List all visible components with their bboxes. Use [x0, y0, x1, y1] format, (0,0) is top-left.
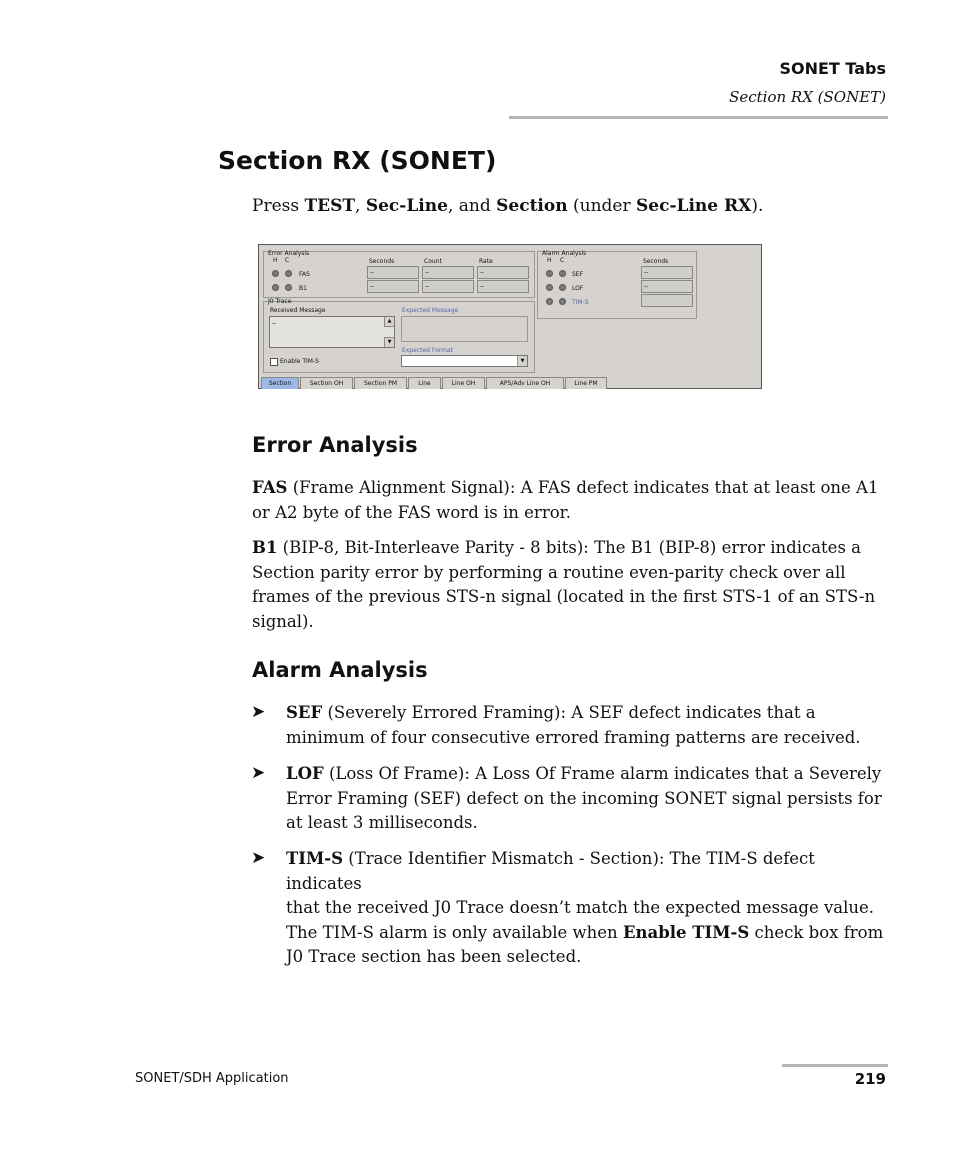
lof-current-led-icon: [559, 284, 566, 291]
col-rate-label: Rate: [479, 258, 493, 265]
chapter-title: SONET Tabs: [779, 59, 886, 78]
tim-s-bullet: TIM-S (Trace Identifier Mismatch - Section): The TIM-S defect indicates that the received J0 Trace doesn’t match the expected message value. The TIM-S alarm is only available when Enable TIM-S check box from J0 Trace section has been selected.: [286, 849, 884, 966]
j0-trace-title: J0 Trace: [268, 298, 292, 305]
fas-current-led-icon: [285, 270, 292, 277]
alarm-col-h-label: H: [547, 257, 552, 264]
expected-message-label: Expected Message: [402, 307, 459, 314]
alarm-analysis-title: Alarm Analysis: [542, 250, 587, 257]
tab-section-pm[interactable]: Section PM: [354, 377, 407, 389]
header-rule: [509, 116, 888, 119]
intro-text: Press TEST, Sec-Line, and Section (under Sec-Line RX).: [252, 196, 764, 216]
b1-history-led-icon: [272, 284, 279, 291]
tim-s-seconds-field: [641, 294, 693, 307]
scroll-up-icon[interactable]: ▲: [384, 317, 394, 327]
b1-count-field: --: [422, 280, 474, 293]
received-message-label: Received Message: [270, 307, 326, 314]
b1-rate-field: --: [477, 280, 529, 293]
col-h-label: H: [273, 257, 278, 264]
fas-count-field: --: [422, 266, 474, 279]
error-analysis-heading: Error Analysis: [252, 433, 418, 457]
lof-history-led-icon: [546, 284, 553, 291]
tab-line-oh[interactable]: Line OH: [442, 377, 485, 389]
bullet-arrow-icon: ➤: [251, 763, 266, 783]
alarm-analysis-heading: Alarm Analysis: [252, 658, 428, 682]
alarm-col-seconds-label: Seconds: [643, 258, 669, 265]
chevron-down-icon: ▼: [517, 356, 527, 366]
tab-line-pm[interactable]: Line PM: [565, 377, 607, 389]
sef-current-led-icon: [559, 270, 566, 277]
tim-s-label: TIM-S: [572, 299, 589, 306]
sef-bullet: SEF (Severely Errored Framing): A SEF defect indicates that a minimum of four consecutive errored framing patterns are received.: [286, 703, 861, 747]
lof-seconds-field: --: [641, 280, 693, 293]
fas-label: FAS: [299, 271, 310, 278]
footer-rule: [782, 1064, 888, 1067]
expected-format-select[interactable]: [401, 355, 528, 367]
b1-label: B1: [299, 285, 307, 292]
sef-label: SEF: [572, 271, 584, 278]
tab-aps-adv-line-oh[interactable]: APS/Adv Line OH: [486, 377, 564, 389]
expected-message-box[interactable]: [401, 316, 528, 342]
received-message-box[interactable]: [269, 316, 395, 348]
b1-paragraph: B1 (BIP-8, Bit-Interleave Parity - 8 bits): The B1 (BIP-8) error indicates a Section parity error by performing a routine even-parity check over all frames of the previous STS-n signal (located in the first STS-1 of an STS-n signal).: [252, 538, 876, 631]
page-number: 219: [854, 1070, 886, 1088]
scroll-down-icon[interactable]: ▼: [384, 337, 394, 347]
section-rx-screenshot: [258, 244, 762, 389]
sef-seconds-field: --: [641, 266, 693, 279]
fas-history-led-icon: [272, 270, 279, 277]
fas-rate-field: --: [477, 266, 529, 279]
b1-seconds-field: --: [367, 280, 419, 293]
lof-bullet: LOF (Loss Of Frame): A Loss Of Frame alarm indicates that a Severely Error Framing (SEF) defect on the incoming SONET signal persists for at least 3 milliseconds.: [286, 764, 882, 832]
bullet-arrow-icon: ➤: [251, 702, 266, 722]
error-analysis-title: Error Analysis: [268, 250, 310, 257]
bullet-arrow-icon: ➤: [251, 848, 266, 868]
tab-section-oh[interactable]: Section OH: [300, 377, 353, 389]
enable-tim-s-checkbox[interactable]: [270, 358, 278, 366]
sef-history-led-icon: [546, 270, 553, 277]
page-heading: Section RX (SONET): [218, 146, 497, 175]
tim-s-history-led-icon: [546, 298, 553, 305]
expected-format-label: Expected Format: [402, 347, 454, 354]
enable-tim-s-label: Enable TIM-S: [280, 358, 319, 365]
alarm-col-c-label: C: [560, 257, 565, 264]
fas-paragraph: FAS (Frame Alignment Signal): A FAS defect indicates that at least one A1 or A2 byte of the FAS word is in error.: [252, 478, 879, 522]
footer-title: SONET/SDH Application: [135, 1071, 289, 1086]
received-message-value: --: [272, 320, 277, 327]
col-seconds-label: Seconds: [369, 258, 395, 265]
b1-current-led-icon: [285, 284, 292, 291]
tab-line[interactable]: Line: [408, 377, 441, 389]
col-count-label: Count: [424, 258, 442, 265]
tim-s-current-led-icon: [559, 298, 566, 305]
tab-section[interactable]: Section: [261, 377, 299, 389]
col-c-label: C: [285, 257, 290, 264]
lof-label: LOF: [572, 285, 584, 292]
fas-seconds-field: --: [367, 266, 419, 279]
section-subtitle: Section RX (SONET): [729, 88, 886, 106]
